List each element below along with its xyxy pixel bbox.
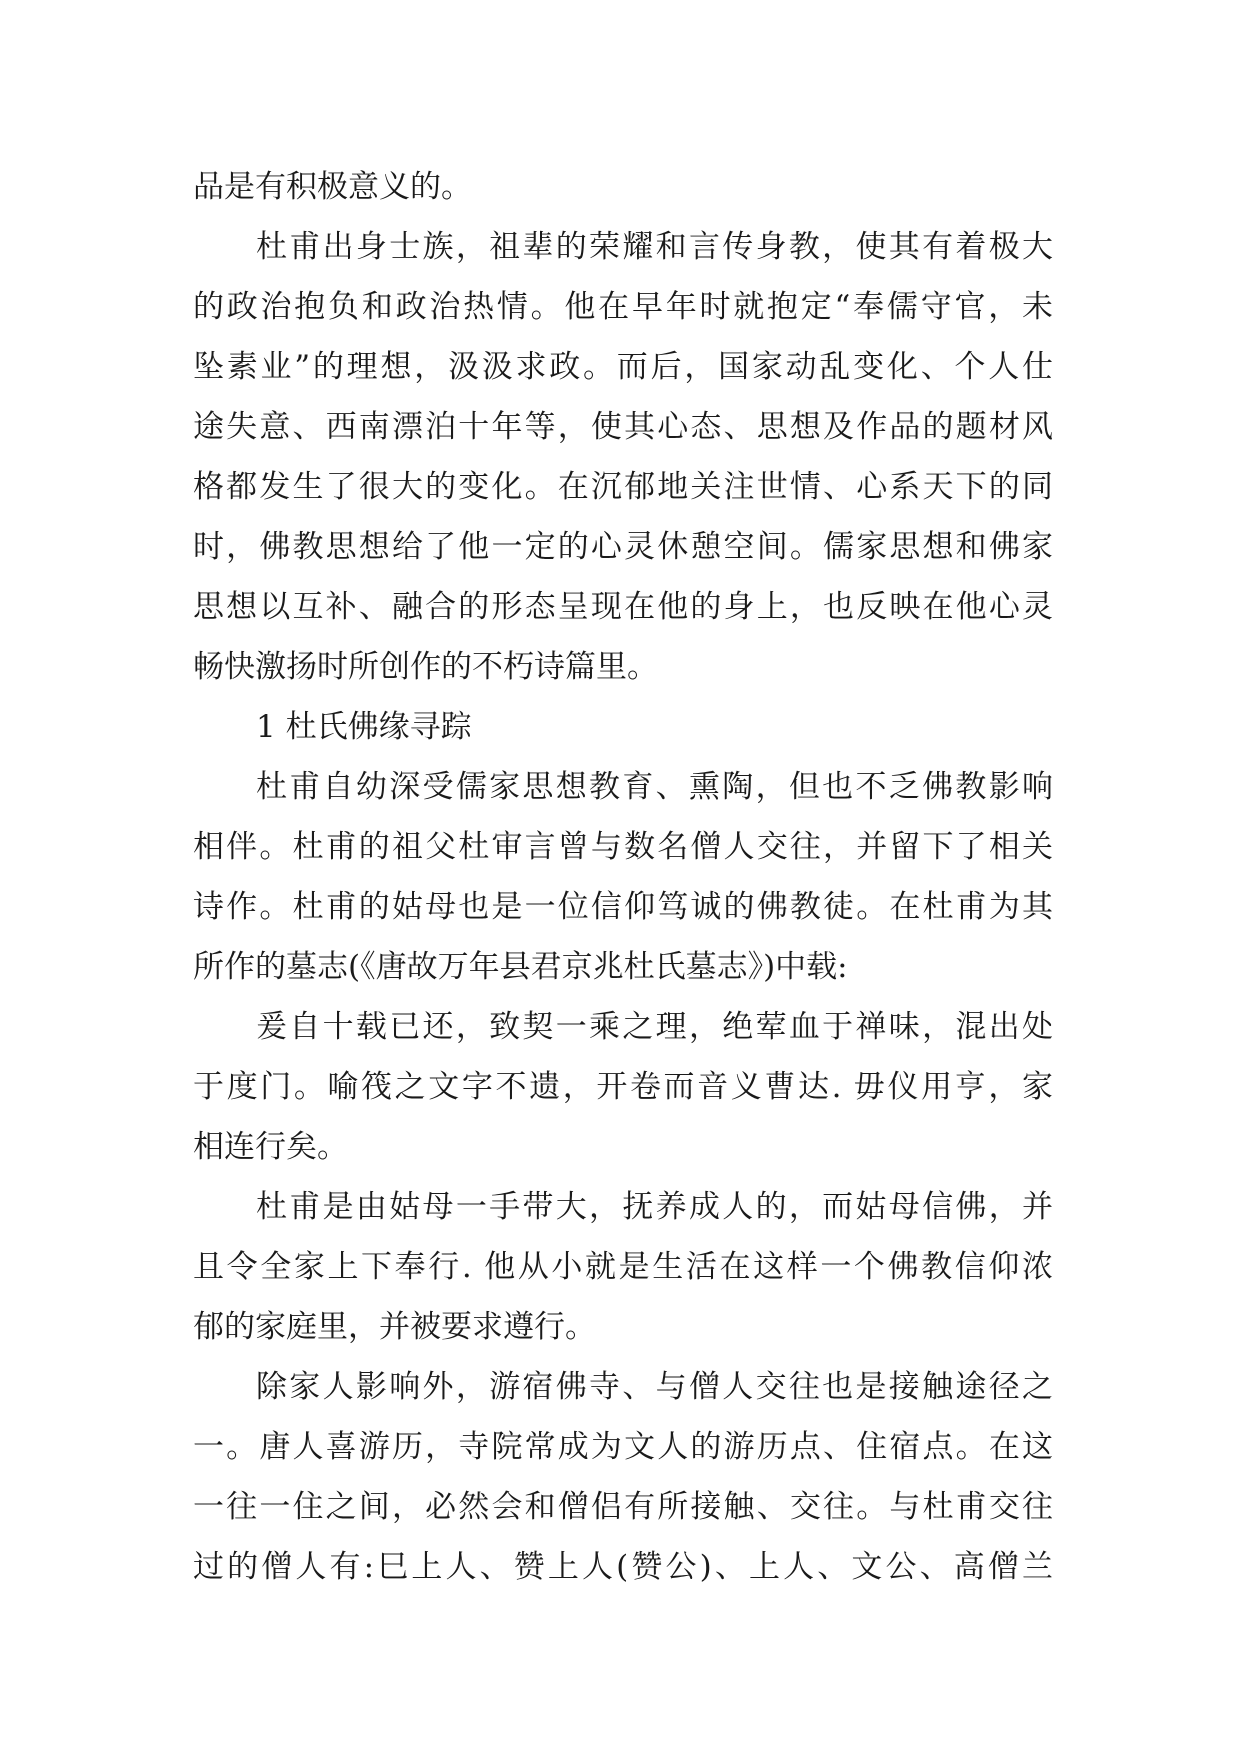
text-line: 畅快激扬时所创作的不朽诗篇里。 [193,649,658,685]
text-line: 且令全家上下奉行. 他从小就是生活在这样一个佛教信仰浓 [193,1249,1053,1285]
section-heading: 1 杜氏佛缘寻踪 [256,709,472,745]
text-line: 品是有积极意义的。 [193,169,472,205]
text-line: 一往一住之间，必然会和僧侣有所接触、交往。与杜甫交往 [193,1489,1053,1525]
text-line: 杜甫自幼深受儒家思想教育、熏陶，但也不乏佛教影响 [256,769,1053,805]
text-line: 过的僧人有:巳上人、赞上人(赞公)、上人、文公、高僧兰 [193,1549,1053,1585]
text-line: 思想以互补、融合的形态呈现在他的身上，也反映在他心灵 [193,589,1053,625]
text-line: 杜甫出身士族，祖辈的荣耀和言传身教，使其有着极大 [256,229,1053,265]
text-line: 郁的家庭里，并被要求遵行。 [193,1309,596,1345]
text-line: 诗作。杜甫的姑母也是一位信仰笃诚的佛教徒。在杜甫为其 [193,889,1053,925]
text-line: 除家人影响外，游宿佛寺、与僧人交往也是接触途径之 [256,1369,1053,1405]
text-line: 格都发生了很大的变化。在沉郁地关注世情、心系天下的同 [193,469,1053,505]
text-line: 杜甫是由姑母一手带大，抚养成人的，而姑母信佛，并 [256,1189,1053,1225]
quote-line: 爰自十载已还，致契一乘之理，绝荤血于禅味，混出处 [256,1009,1053,1045]
text-line: 的政治抱负和政治热情。他在早年时就抱定“奉儒守官，未 [193,289,1053,325]
text-line: 所作的墓志(《唐故万年县君京兆杜氏墓志》)中载: [193,949,848,985]
text-line: 一。唐人喜游历，寺院常成为文人的游历点、住宿点。在这 [193,1429,1053,1465]
text-line: 时，佛教思想给了他一定的心灵休憩空间。儒家思想和佛家 [193,529,1053,565]
text-line: 相伴。杜甫的祖父杜审言曾与数名僧人交往，并留下了相关 [193,829,1053,865]
text-line: 坠素业”的理想，汲汲求政。而后，国家动乱变化、个人仕 [193,349,1053,385]
quote-line: 相连行矣。 [193,1129,348,1165]
text-line: 途失意、西南漂泊十年等，使其心态、思想及作品的题材风 [193,409,1053,445]
quote-line: 于度门。喻筏之文字不遗，开卷而音义曹达. 毋仪用亨，家 [193,1069,1053,1105]
body-text [193,157,1053,1597]
